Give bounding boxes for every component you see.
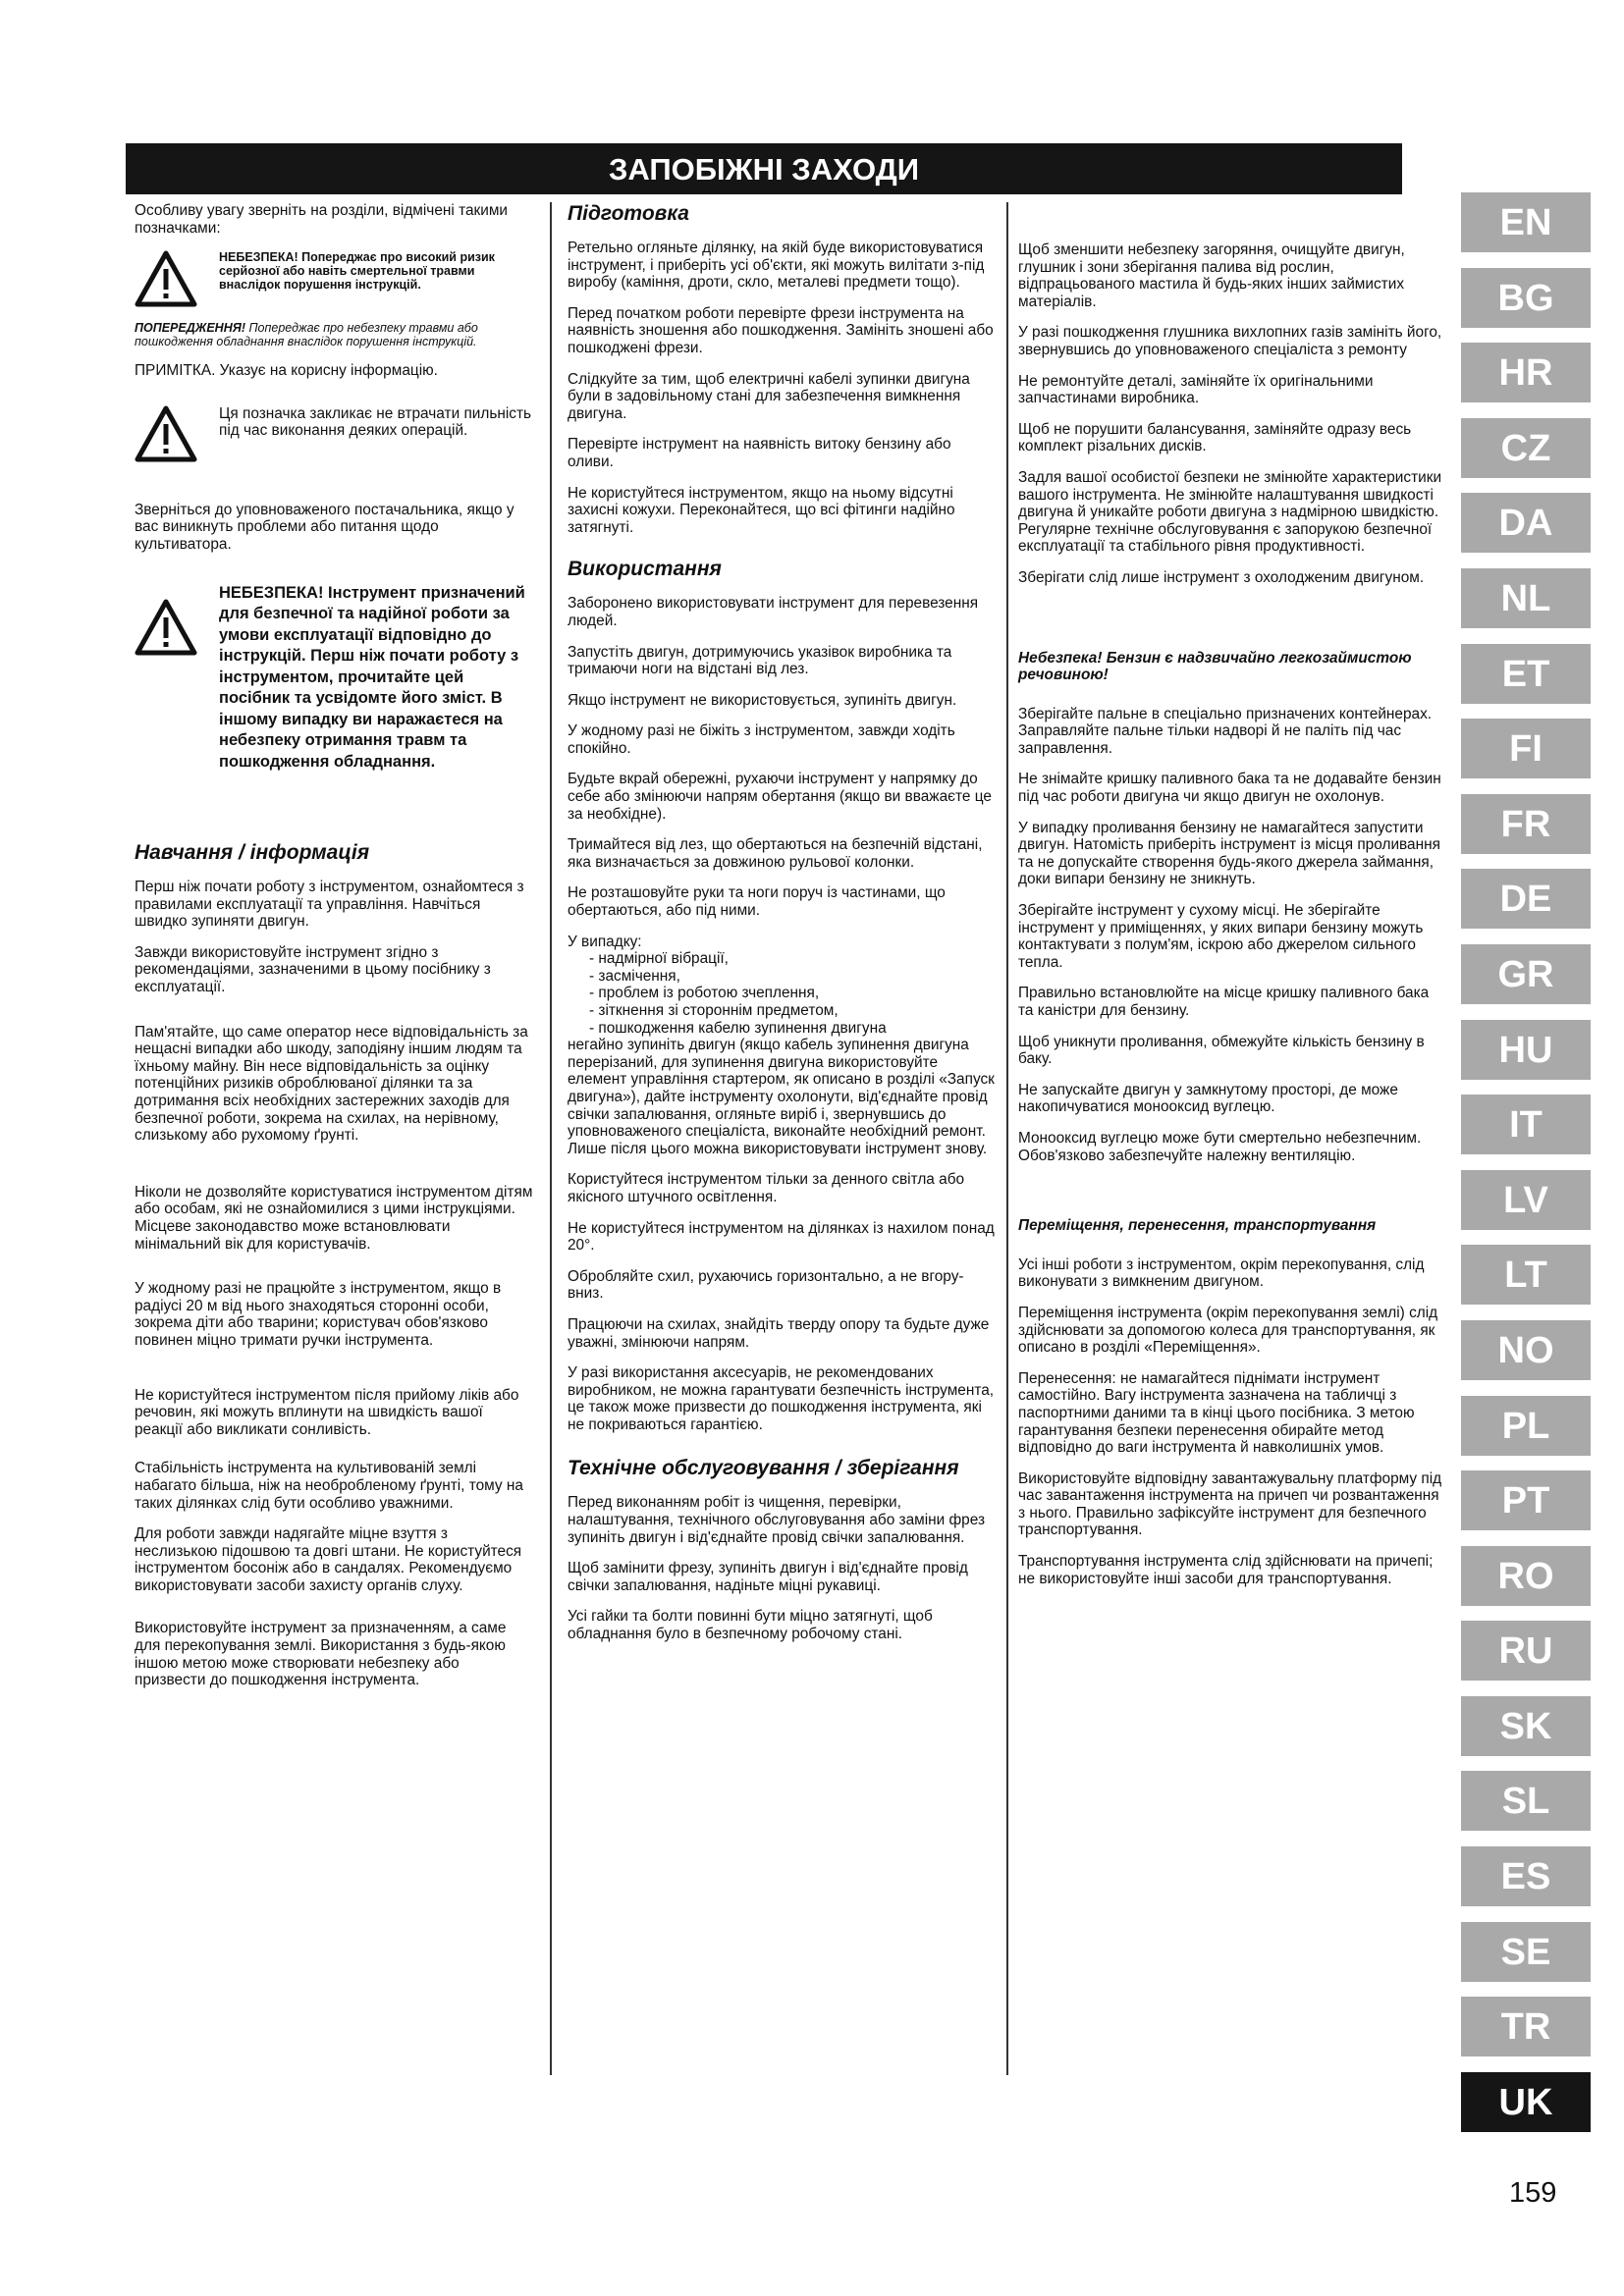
language-tab-sl[interactable]: SL bbox=[1461, 1771, 1591, 1831]
page-title: ЗАПОБІЖНІ ЗАХОДИ bbox=[126, 143, 1402, 194]
heading-preparation: Підготовка bbox=[568, 202, 689, 225]
language-tabs bbox=[1461, 192, 1591, 2147]
language-tab-de[interactable]: DE bbox=[1461, 869, 1591, 929]
subheading-fuel: Небезпека! Бензин є надзвичайно легкозаймистою речовиною! bbox=[1018, 649, 1412, 684]
paragraph: Правильно встановлюйте на місце кришку паливного бака та каністри для бензину. bbox=[1018, 985, 1430, 1019]
language-tab-uk[interactable]: UK bbox=[1461, 2072, 1591, 2132]
paragraph: Для роботи завжди надягайте міцне взуття з неслизькою підошвою та довгі штани. Не користуйтеся інструментом босоніж або в сандалях. Рекомендуємо використовувати засоби захисту органів слуху. bbox=[135, 1525, 522, 1594]
language-tab-es[interactable]: ES bbox=[1461, 1846, 1591, 1906]
language-tab-hr[interactable]: HR bbox=[1461, 343, 1591, 402]
paragraph: Транспортування інструмента слід здійснювати на причепі; не використовуйте інші засоби для транспортування. bbox=[1018, 1553, 1434, 1587]
paragraph: Заборонено використовувати інструмент для перевезення людей. bbox=[568, 595, 979, 629]
attention-notice bbox=[135, 405, 533, 462]
paragraph: Завжди використовуйте інструмент згідно з рекомендаціями, зазначеними в цьому посібнику з експлуатації. bbox=[135, 943, 491, 996]
paragraph: Обробляйте схил, рухаючись горизонтально, а не вгору-вниз. bbox=[568, 1267, 964, 1303]
case-intro: У випадку: bbox=[568, 933, 642, 950]
paragraph: Перед початком роботи перевірте фрези інструмента на наявність зношення або пошкодження. Замініть зношені або пошкоджені фрези. bbox=[568, 304, 994, 356]
attention-text: Ця позначка закликає не втрачати пильність під час виконання деяких операцій. bbox=[219, 404, 532, 440]
column-left bbox=[135, 202, 533, 1703]
paragraph: Щоб зменшити небезпеку загоряння, очищуйте двигун, глушник і зони зберігання палива від рослин, відпрацьованого мастила й будь-яких інших займистих матеріалів. bbox=[1018, 241, 1405, 310]
paragraph: Зберігати слід лише інструмент з охолодженим двигуном. bbox=[1018, 568, 1425, 586]
list-item: - засмічення, bbox=[589, 967, 680, 985]
paragraph: Перенесення: не намагайтеся піднімати інструмент самостійно. Вагу інструмента зазначена на табличці з паспортними даними та в кінці цього посібника. З метою гарантування безпеки перенесення обирайте метод відповідно до ваги інструмента й навколишніх умов. bbox=[1018, 1369, 1415, 1457]
language-tab-lv[interactable]: LV bbox=[1461, 1170, 1591, 1230]
paragraph: Працюючи на схилах, знайдіть тверду опору та будьте дуже уважні, змінюючи напрям. bbox=[568, 1315, 990, 1351]
heading-use: Використання bbox=[568, 558, 722, 581]
paragraph: Перевірте інструмент на наявність витоку бензину або оливи. bbox=[568, 436, 951, 470]
language-tab-nl[interactable]: NL bbox=[1461, 568, 1591, 628]
paragraph: Задля вашої особистої безпеки не змінюйте характеристики вашого інструмента. Не змінюйте налаштування швидкості двигуна й уникайте роботи двигуна з надмірною швидкістю. Регулярне технічне обслуговування є запорукою безпечної експлуатації та стабільного рівня продуктивності. bbox=[1018, 468, 1442, 556]
paragraph: Будьте вкрай обережні, рухаючи інструмент у напрямку до себе або змінюючи напрям обертання (якщо ви вважаєте це за необхідне). bbox=[568, 771, 992, 823]
list-item: - зіткнення зі стороннім предметом, bbox=[589, 1002, 839, 1019]
paragraph: Не користуйтеся інструментом на ділянках із нахилом понад 20°. bbox=[568, 1219, 995, 1255]
danger-notice bbox=[135, 250, 533, 307]
paragraph: Стабільність інструмента на культивованій землі набагато більша, ніж на необробленому ґрунті, тому на таких ділянках слід бути особливо уважними. bbox=[135, 1460, 523, 1512]
paragraph: Щоб не порушити балансування, заміняйте одразу весь комплект різальних дисків. bbox=[1018, 420, 1412, 455]
heading-training: Навчання / інформація bbox=[135, 841, 370, 865]
paragraph: Не розташовуйте руки та ноги поруч із частинами, що обертаються, або під ними. bbox=[568, 884, 946, 920]
paragraph: Запустіть двигун, дотримуючись указівок виробника та тримаючи ноги на відстані від лез. bbox=[568, 643, 952, 678]
paragraph: Усі гайки та болти повинні бути міцно затягнуті, щоб обладнання було в безпечному робочому стані. bbox=[568, 1608, 933, 1643]
paragraph: Перед виконанням робіт із чищення, перевірки, налаштування, технічного обслуговування або заміни фрез зупиніть двигун і від'єднайте провід свічки запалювання. bbox=[568, 1494, 986, 1546]
paragraph: Використовуйте інструмент за призначенням, а саме для перекопування землі. Використання з будь-якою іншою метою може створювати небезпеку або призвести до пошкодження інструмента. bbox=[135, 1620, 507, 1689]
paragraph: У жодному разі не працюйте з інструментом, якщо в радіусі 20 м від нього знаходяться сторонні особи, зокрема діти або тварини; користувач обов'язково повинен міцно тримати ручки інструмента. bbox=[135, 1280, 502, 1349]
paragraph: Переміщення інструмента (окрім перекопування землі) слід здійснювати за допомогою колеса для транспортування, як описано в розділі «Переміщення». bbox=[1018, 1304, 1438, 1357]
language-tab-ro[interactable]: RO bbox=[1461, 1546, 1591, 1606]
paragraph: Ніколи не дозволяйте користуватися інструментом дітям або особам, які не ознайомилися з цими інструкціями. Місцеве законодавство може встановлювати мінімальний вік для користувачів. bbox=[135, 1183, 533, 1253]
paragraph: Пам'ятайте, що саме оператор несе відповідальність за нещасні випадки або шкоду, заподіяну іншим людям та їхньому майну. Він несе відповідальність за оцінку потенційних ризиків оброблюваної ділянки та за дотримання всіх необхідних застережних заходів для безпечної роботи, зокрема на схилах, на нерівному, слизькому або рухомому ґрунті. bbox=[135, 1023, 528, 1145]
heading-maintenance: Технічне обслуговування / зберігання bbox=[568, 1457, 959, 1480]
warning-triangle-icon bbox=[135, 599, 197, 656]
column-right bbox=[1018, 241, 1445, 1601]
language-tab-it[interactable]: IT bbox=[1461, 1095, 1591, 1154]
language-tab-pl[interactable]: PL bbox=[1461, 1396, 1591, 1456]
subheading-transport: Переміщення, перенесення, транспортування bbox=[1018, 1217, 1377, 1235]
language-tab-da[interactable]: DA bbox=[1461, 493, 1591, 553]
paragraph: Не ремонтуйте деталі, заміняйте їх оригінальними запчастинами виробника. bbox=[1018, 372, 1374, 407]
paragraph: Тримайтеся від лез, що обертаються на безпечній відстані, яка визначається за довжиною рульової колонки. bbox=[568, 836, 983, 871]
language-tab-hu[interactable]: HU bbox=[1461, 1020, 1591, 1080]
paragraph: Ретельно огляньте ділянку, на якій буде використовуватися інструмент, і приберіть усі об'єкти, які можуть вилітати з-під виробу (каміння, дроти, скло, металеві предмети тощо). bbox=[568, 240, 985, 292]
paragraph: Не користуйтеся інструментом після прийому ліків або речовин, які можуть вплинути на швидкість вашої реакції або викликати сонливість. bbox=[135, 1386, 519, 1438]
paragraph: Не користуйтеся інструментом, якщо на ньому відсутні захисні кожухи. Переконайтеся, що всі фітинги надійно затягнуті. bbox=[568, 484, 955, 536]
warning-label: ПОПЕРЕДЖЕННЯ! bbox=[135, 321, 246, 336]
language-tab-gr[interactable]: GR bbox=[1461, 944, 1591, 1004]
paragraph: У випадку проливання бензину не намагайтеся запустити двигун. Натомість приберіть інструмент із місця проливання та не допускайте створення будь-якого джерела займання, доки випари бензину не зникнуть. bbox=[1018, 819, 1440, 888]
paragraph: У разі використання аксесуарів, не рекомендованих виробником, не можна гарантувати безпечність інструмента, це також може призвести до пошкодження інструмента, які не покриваються гарантією. bbox=[568, 1364, 995, 1433]
list-item: - надмірної вібрації, bbox=[589, 950, 729, 968]
language-tab-pt[interactable]: PT bbox=[1461, 1470, 1591, 1530]
paragraph: Використовуйте відповідну завантажувальну платформу під час завантаження інструмента на причеп чи розвантаження з нього. Правильно зафіксуйте інструмент для безпечного транспортування. bbox=[1018, 1469, 1442, 1539]
intro-text: Особливу увагу зверніть на розділи, відмічені такими позначками: bbox=[135, 202, 509, 237]
language-tab-lt[interactable]: LT bbox=[1461, 1245, 1591, 1305]
danger-notice-large bbox=[135, 583, 533, 774]
column-middle bbox=[568, 202, 1000, 1657]
paragraph: Усі інші роботи з інструментом, окрім перекопування, слід виконувати з вимкненим двигуном. bbox=[1018, 1255, 1425, 1291]
paragraph: Користуйтеся інструментом тільки за денного світла або якісного штучного освітлення. bbox=[568, 1171, 965, 1205]
paragraph: Якщо інструмент не використовується, зупиніть двигун. bbox=[568, 691, 957, 709]
paragraph: Щоб уникнути проливання, обмежуйте кількість бензину в баку. bbox=[1018, 1033, 1425, 1068]
language-tab-fi[interactable]: FI bbox=[1461, 719, 1591, 778]
language-tab-cz[interactable]: CZ bbox=[1461, 418, 1591, 478]
column-divider bbox=[1006, 202, 1008, 2075]
language-tab-ru[interactable]: RU bbox=[1461, 1621, 1591, 1681]
language-tab-no[interactable]: NO bbox=[1461, 1320, 1591, 1380]
warning-triangle-icon bbox=[135, 250, 197, 307]
language-tab-sk[interactable]: SK bbox=[1461, 1696, 1591, 1756]
list-item: - проблем із роботою зчеплення, bbox=[589, 985, 820, 1002]
warning-notice bbox=[135, 321, 533, 348]
danger-notice-large-text: НЕБЕЗПЕКА! Інструмент призначений для безпечної та надійної роботи за умови експлуатації відповідно до інструкцій. Перш ніж почати роботу з інструментом, прочитайте цей посібник та усвідомте його зміст. В іншому випадку ви наражаєтеся на небезпеку отримання травм та пошкодження обладнання. bbox=[219, 583, 525, 771]
note-text: ПРИМІТКА. Указує на корисну інформацію. bbox=[135, 362, 438, 380]
paragraph: Монооксид вуглецю може бути смертельно небезпечним. Обов'язково забезпечуйте належну вентиляцію. bbox=[1018, 1129, 1422, 1164]
supplier-text: Зверніться до уповноваженого постачальника, якщо у вас виникнуть проблеми або питання щодо культиватора. bbox=[135, 501, 514, 553]
paragraph: Не запускайте двигун у замкнутому просторі, де може накопичуватися монооксид вуглецю. bbox=[1018, 1081, 1398, 1116]
paragraph: У разі пошкодження глушника вихлопних газів замініть його, звернувшись до уповноваженого спеціаліста з ремонту bbox=[1018, 324, 1442, 358]
page-number: 159 bbox=[1509, 2177, 1557, 2209]
case-list bbox=[568, 934, 1000, 1158]
paragraph: Щоб замінити фрезу, зупиніть двигун і від'єднайте провід свічки запалювання, надіньте міцні рукавиці. bbox=[568, 1560, 968, 1594]
language-tab-et[interactable]: ET bbox=[1461, 644, 1591, 704]
warning-text: Попереджає про небезпеку травми або пошкодження обладнання внаслідок порушення інструкцій. bbox=[135, 321, 478, 349]
paragraph: Слідкуйте за тим, щоб електричні кабелі зупинки двигуна були в задовільному стані для забезпечення вимкнення двигуна. bbox=[568, 370, 970, 422]
list-item: - пошкодження кабелю зупинення двигуна bbox=[589, 1019, 887, 1037]
warning-triangle-icon bbox=[135, 405, 197, 462]
language-tab-fr[interactable]: FR bbox=[1461, 794, 1591, 854]
language-tab-tr[interactable]: TR bbox=[1461, 1997, 1591, 2056]
danger-notice-text: НЕБЕЗПЕКА! Попереджає про високий ризик серйозної або навіть смертельної травми внаслідок порушення інструкцій. bbox=[219, 250, 495, 293]
language-tab-en[interactable]: EN bbox=[1461, 192, 1591, 252]
case-rest: негайно зупиніть двигун (якщо кабель зупинення двигуна перерізаний, для зупинення двигуна використовуйте елемент управління стартером, як описано в розділі «Запуск двигуна»), дайте інструменту охолонути, від'єднайте провід свічки запалювання, огляньте виріб і, звернувшись до уповноваженого спеціаліста, виконайте необхідний ремонт. Лише після цього можна використовувати інструмент знову. bbox=[568, 1037, 995, 1157]
language-tab-bg[interactable]: BG bbox=[1461, 268, 1591, 328]
paragraph: У жодному разі не біжіть з інструментом, завжди ходіть спокійно. bbox=[568, 722, 955, 757]
column-divider bbox=[550, 202, 552, 2075]
paragraph: Зберігайте інструмент у сухому місці. Не зберігайте інструмент у приміщеннях, у яких випари бензину можуть контактувати з полум'ям, іскрою або джерелом сильного тепла. bbox=[1018, 902, 1424, 971]
paragraph: Не знімайте кришку паливного бака та не додавайте бензин під час роботи двигуна чи якщо двигун не охолонув. bbox=[1018, 771, 1441, 806]
language-tab-se[interactable]: SE bbox=[1461, 1922, 1591, 1982]
paragraph: Перш ніж почати роботу з інструментом, ознайомтеся з правилами експлуатації та управління. Навчіться швидко зупиняти двигун. bbox=[135, 879, 524, 931]
paragraph: Зберігайте пальне в спеціально призначених контейнерах. Заправляйте пальне тільки надворі й не паліть під час заправлення. bbox=[1018, 705, 1433, 757]
